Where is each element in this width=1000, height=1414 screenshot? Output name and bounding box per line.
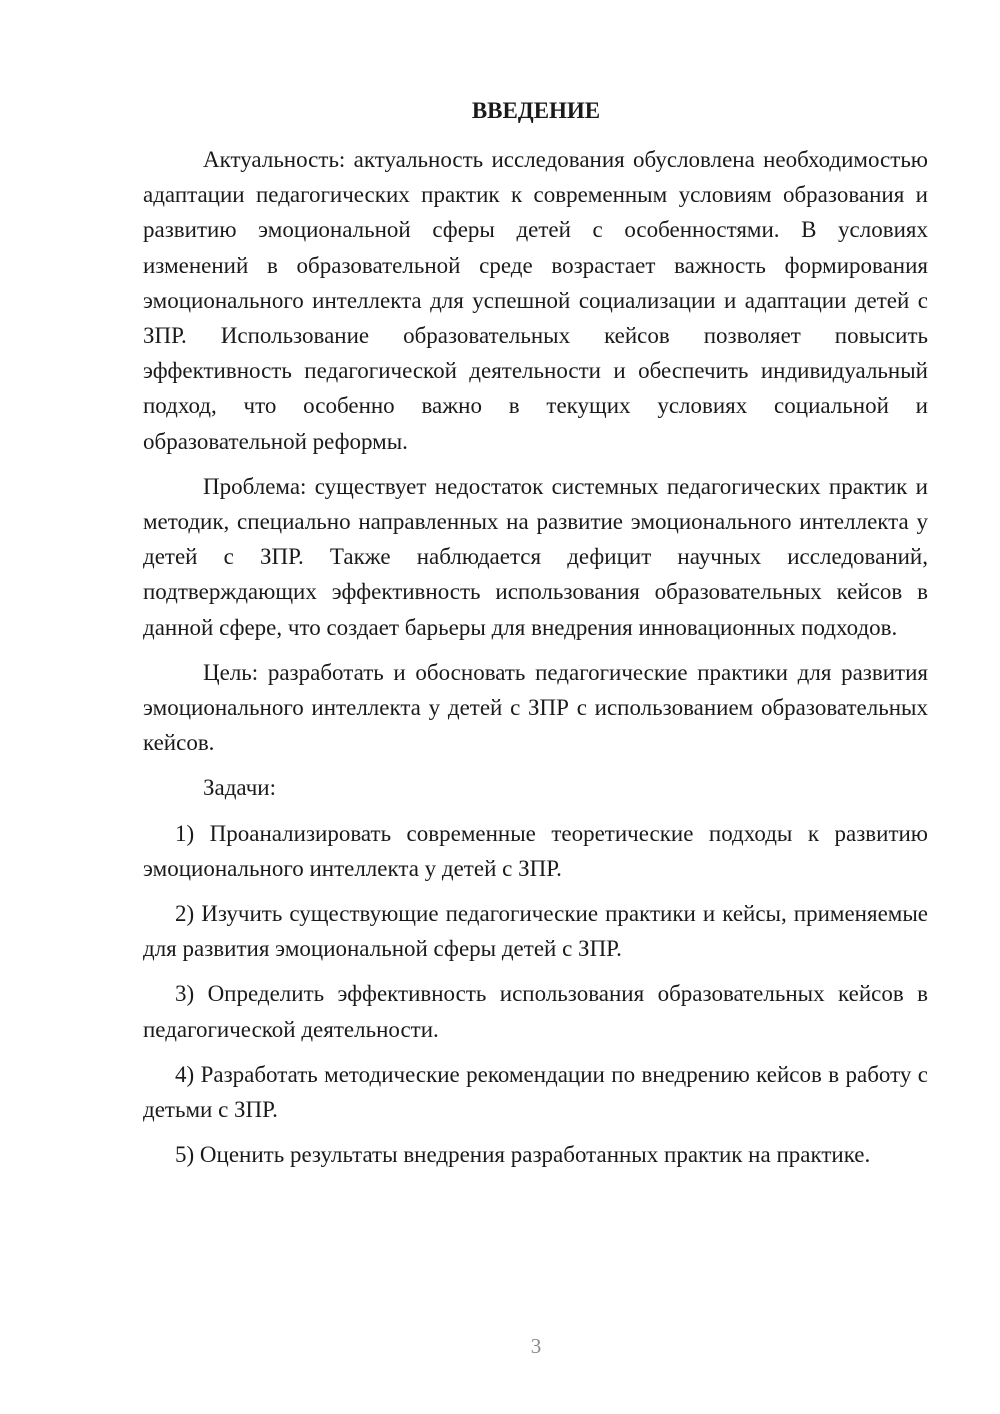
task-item: 4) Разработать методические рекомендации по внедрению кейсов в работу с детьми с ЗПР.	[143, 1061, 928, 1123]
page-title: ВВЕДЕНИЕ	[471, 98, 601, 123]
problem-paragraph: Проблема: существует недостаток системных педагогических практик и методик, специально направленных на развитие эмоционального интеллекта у детей с ЗПР. Также наблюдается дефицит научных исследований, подтверждающих эффективность использования образовательных кейсов в данной сфере, что создает барьеры для внедрения инновационных подходов.	[143, 473, 928, 640]
tasks-heading: Задачи:	[203, 775, 276, 801]
page-number: 3	[530, 1334, 542, 1358]
goal-paragraph: Цель: разработать и обосновать педагогические практики для развития эмоционального интеллекта у детей с ЗПР с использованием образовательных кейсов.	[143, 659, 928, 756]
task-item: 1) Проанализировать современные теоретические подходы к развитию эмоционального интеллекта у детей с ЗПР.	[143, 820, 928, 881]
task-item: 2) Изучить существующие педагогические практики и кейсы, применяемые для развития эмоциональной сферы детей с ЗПР.	[143, 901, 928, 962]
document-body	[143, 142, 928, 1172]
task-item: 5) Оценить результаты внедрения разработанных практик на практике.	[175, 1142, 871, 1168]
task-item: 3) Определить эффективность использования образовательных кейсов в педагогической деятельности.	[143, 981, 928, 1042]
relevance-paragraph: Актуальность: актуальность исследования обусловлена необходимостью адаптации педагогических практик к современным условиям образования и развитию эмоциональной сферы детей с особенностями. В условиях изменений в образовательной среде возрастает важность формирования эмоционального интеллекта для успешной социализации и адаптации детей с ЗПР. Использование образовательных кейсов позволяет повысить эффективность педагогической деятельности и обеспечить индивидуальный подход, что особенно важно в текущих условиях социальной и образовательной реформы.	[143, 147, 928, 454]
